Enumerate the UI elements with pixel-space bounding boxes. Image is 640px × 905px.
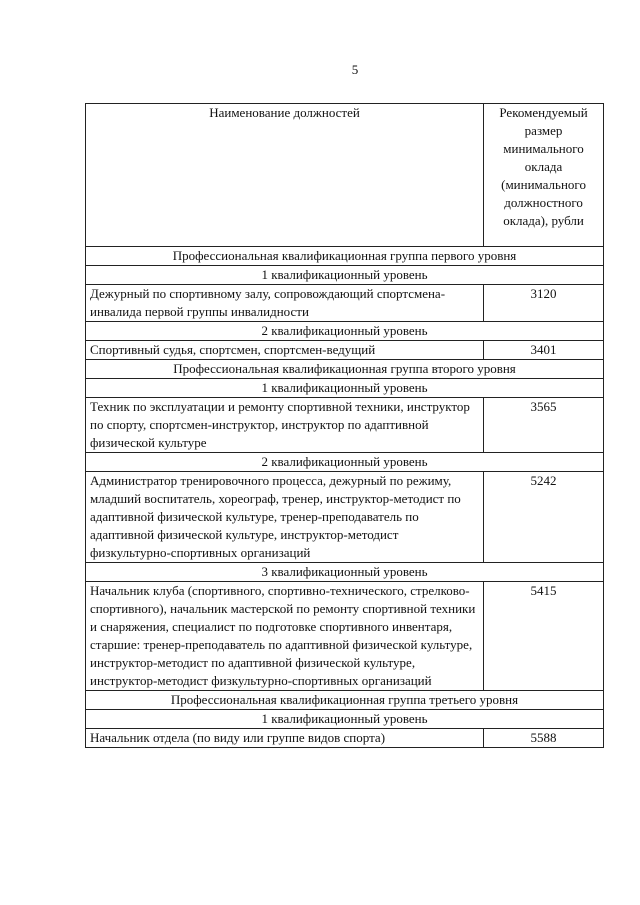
table-header-row bbox=[86, 104, 604, 247]
level-row bbox=[86, 453, 604, 472]
level-title: 2 квалификационный уровень bbox=[86, 322, 604, 341]
salary-value: 5415 bbox=[484, 582, 604, 691]
level-row bbox=[86, 322, 604, 341]
group-row bbox=[86, 247, 604, 266]
level-title: 2 квалификационный уровень bbox=[86, 453, 604, 472]
position-row bbox=[86, 398, 604, 453]
level-title: 3 квалификационный уровень bbox=[86, 563, 604, 582]
group-row bbox=[86, 691, 604, 710]
salary-value: 5588 bbox=[484, 729, 604, 748]
position-name: Начальник отдела (по виду или группе видов спорта) bbox=[86, 729, 484, 748]
header-salary: Рекомендуемый размер минимального оклада (минимального должностного оклада), рубли bbox=[484, 104, 604, 247]
group-title: Профессиональная квалификационная группа третьего уровня bbox=[86, 691, 604, 710]
position-row bbox=[86, 472, 604, 563]
level-row bbox=[86, 710, 604, 729]
page-number: 5 bbox=[351, 62, 359, 77]
group-row bbox=[86, 360, 604, 379]
level-row bbox=[86, 379, 604, 398]
position-name: Администратор тренировочного процесса, дежурный по режиму, младший воспитатель, хореограф, тренер, инструктор-методист по адаптивной физической культуре, тренер-преподаватель по адаптивной физической культуре, инструктор-методист физкультурно-спортивных организаций bbox=[86, 472, 484, 563]
position-name: Спортивный судья, спортсмен, спортсмен-ведущий bbox=[86, 341, 484, 360]
level-title: 1 квалификационный уровень bbox=[86, 379, 604, 398]
salary-table bbox=[85, 103, 604, 748]
salary-value: 5242 bbox=[484, 472, 604, 563]
salary-value: 3120 bbox=[484, 285, 604, 322]
position-name: Дежурный по спортивному залу, сопровождающий спортсмена-инвалида первой группы инвалидности bbox=[86, 285, 484, 322]
position-row bbox=[86, 285, 604, 322]
position-row bbox=[86, 582, 604, 691]
group-title: Профессиональная квалификационная группа первого уровня bbox=[86, 247, 604, 266]
level-row bbox=[86, 563, 604, 582]
position-row bbox=[86, 341, 604, 360]
position-row bbox=[86, 729, 604, 748]
group-title: Профессиональная квалификационная группа второго уровня bbox=[86, 360, 604, 379]
level-title: 1 квалификационный уровень bbox=[86, 710, 604, 729]
position-name: Техник по эксплуатации и ремонту спортивной техники, инструктор по спорту, спортсмен-инструктор, инструктор по адаптивной физической культуре bbox=[86, 398, 484, 453]
level-title: 1 квалификационный уровень bbox=[86, 266, 604, 285]
salary-value: 3565 bbox=[484, 398, 604, 453]
header-position-name: Наименование должностей bbox=[86, 104, 484, 247]
salary-value: 3401 bbox=[484, 341, 604, 360]
position-name: Начальник клуба (спортивного, спортивно-технического, стрелково-спортивного), начальник мастерской по ремонту спортивной техники и снаряжения, специалист по подготовке спортивного инвентаря, старшие: тренер-преподаватель по адаптивной физической культуре, инструктор-методист по адаптивной физической культуре, инструктор-методист физкультурно-спортивных организаций bbox=[86, 582, 484, 691]
level-row bbox=[86, 266, 604, 285]
